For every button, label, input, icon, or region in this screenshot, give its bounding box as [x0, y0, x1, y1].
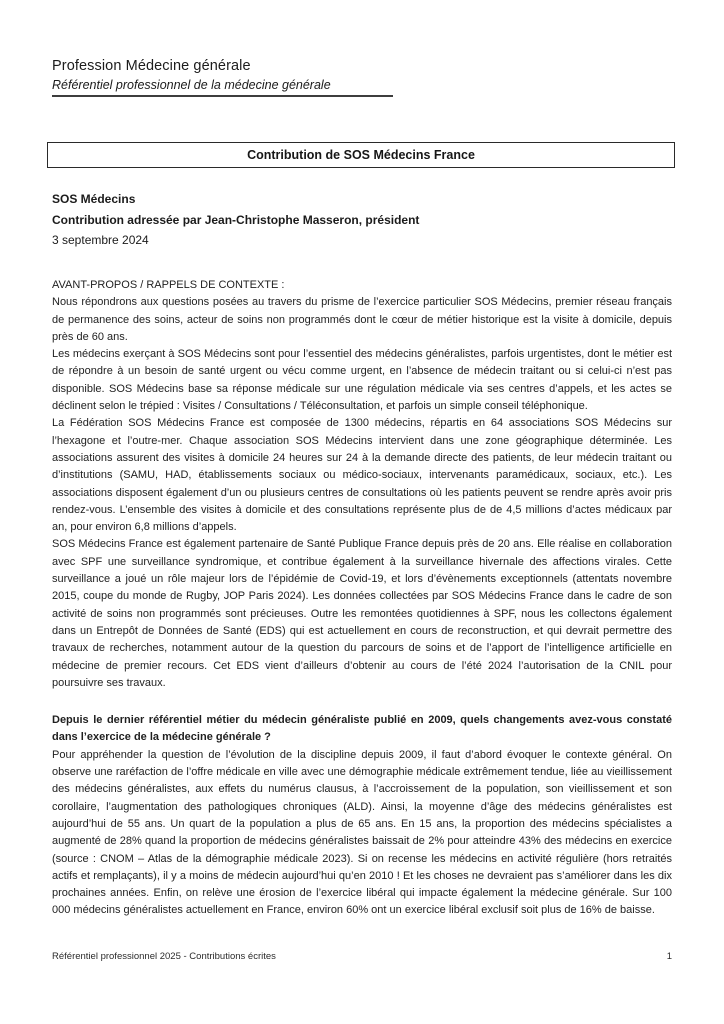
doc-title: Profession Médecine générale [52, 58, 251, 74]
paragraph: La Fédération SOS Médecins France est composée de 1300 médecins, répartis en 64 associations SOS Médecins sur l’hexagone et l’outre-mer. Chaque association SOS Médecins intervient dans une zone géographique déterminée. Les associations assurent des visites à domicile 24 heures sur 24 à la demande directe des patients, de leur médecin traitant ou d’institutions (SAMU, HAD, établissements sociaux ou médico-sociaux, intervenants paramédicaux, sociaux, etc.). Les associations disposent également d’un ou plusieurs centres de consultations où les patients peuvent se rendre après avoir pris rendez-vous. L’ensemble des visites à domicile et des consultations représente plus de de 4,5 millions d’actes médicaux par an, pour environ 6,8 millions d’appels. [52, 417, 672, 534]
avant-propos-heading: AVANT-PROPOS / RAPPELS DE CONTEXTE : [52, 279, 285, 291]
footer-page-number: 1 [666, 951, 672, 962]
byline-date: 3 septembre 2024 [52, 233, 149, 247]
paragraph: SOS Médecins France est également partenaire de Santé Publique France depuis près de 20 ans. Elle réalise en collaboration avec SPF une surveillance syndromique, et contribue également à la surveillance hivernale des affections virales. Cette surveillance a joué un rôle majeur lors de l’épidémie de Covid-19, et lors d’évènements exceptionnels (attentats novembre 2015, coupe du monde de Rugby, JOP Paris 2024). Les données collectées par SOS Médecins France dans le cadre de son activité de soins non programmés sont précieuses. Outre les remontées quotidiennes à SPF, nous les collectons également dans un Entrepôt de Données de Santé (EDS) qui est actuellement en cours de reconstruction, et qui devrait permettre des travaux de recherches, notamment autour de la question du parcours de soins et de l’apport de l’intelligence artificielle en médecine de premier recours. Cet EDS vient d’ailleurs d’obtenir au cours de l’été 2024 l’autorisation de la CNIL pour poursuivre ses travaux. [52, 538, 672, 689]
contribution-title-box [47, 142, 675, 168]
byline-author: Contribution adressée par Jean-Christophe Masseron, président [52, 212, 420, 227]
answer-paragraph: Pour appréhender la question de l’évolution de la discipline depuis 2009, il faut d’abord évoquer le contexte général. On observe une raréfaction de l’offre médicale en ville avec une démographie médicale extrêmement tendue, liée au vieillissement des médecins généralistes, aux effets du numérus clausus, à l’accroissement de la population, son vieillissement et son corollaire, l’augmentation des pathologiques chroniques (ALD). Ainsi, la moyenne d’âge des médecins généralistes est aujourd’hui de 55 ans. Un quart de la population a plus de 65 ans. En 15 ans, la proportion des médecins spécialistes a augmenté de 28% quand la proportion de médecins généralistes baissait de 2% pour atteindre 43% des médecins en exercice (source : CNOM – Atlas de la démographie médicale 2023). Si on recense les médecins en activité régulière (hors retraités actifs et remplaçants), il y a moins de médecin aujourd’hui qu’en 2010 ! Et les choses ne devraient pas s’améliorer dans les dix prochaines années. Enfin, on relève une érosion de l’exercice libéral qui impacte également la médecine générale. Sur 100 000 médecins généralistes actuellement en France, environ 60% ont un exercice libéral exclusif soit plus de 16% de baisse. [52, 748, 672, 917]
byline-block [52, 189, 419, 251]
body-text [52, 277, 672, 920]
question-heading: Depuis le dernier référentiel métier du médecin généraliste publié en 2009, quels changements avez-vous constaté dans l’exercice de la médecine générale ? [52, 714, 672, 744]
paragraph: Les médecins exerçant à SOS Médecins sont pour l’essentiel des médecins généralistes, parfois urgentistes, dont le métier est de répondre à un besoin de santé urgent ou vécu comme urgent, en l’absence de médecin traitant ou si celui-ci n’est pas disponible. SOS Médecins base sa réponse médicale sur une régulation médicale via ses centres d’appels, et les actes se déclinent selon le trépied : Visites / Consultations / Téléconsultation, et parfois un simple conseil téléphonique. [52, 348, 672, 413]
header-rule [52, 95, 393, 97]
doc-subtitle: Référentiel professionnel de la médecine générale [52, 78, 331, 92]
document-header [52, 58, 393, 97]
contribution-title: Contribution de SOS Médecins France [247, 148, 475, 162]
byline-org: SOS Médecins [52, 192, 136, 206]
footer-left-text: Référentiel professionnel 2025 - Contributions écrites [52, 951, 276, 962]
paragraph: Nous répondrons aux questions posées au travers du prisme de l’exercice particulier SOS Médecins, premier réseau français de permanence des soins, acteur de soins non programmés dont le cœur de métier historique est la visite à domicile, depuis près de 60 ans. [52, 296, 672, 343]
page-footer [52, 951, 672, 962]
